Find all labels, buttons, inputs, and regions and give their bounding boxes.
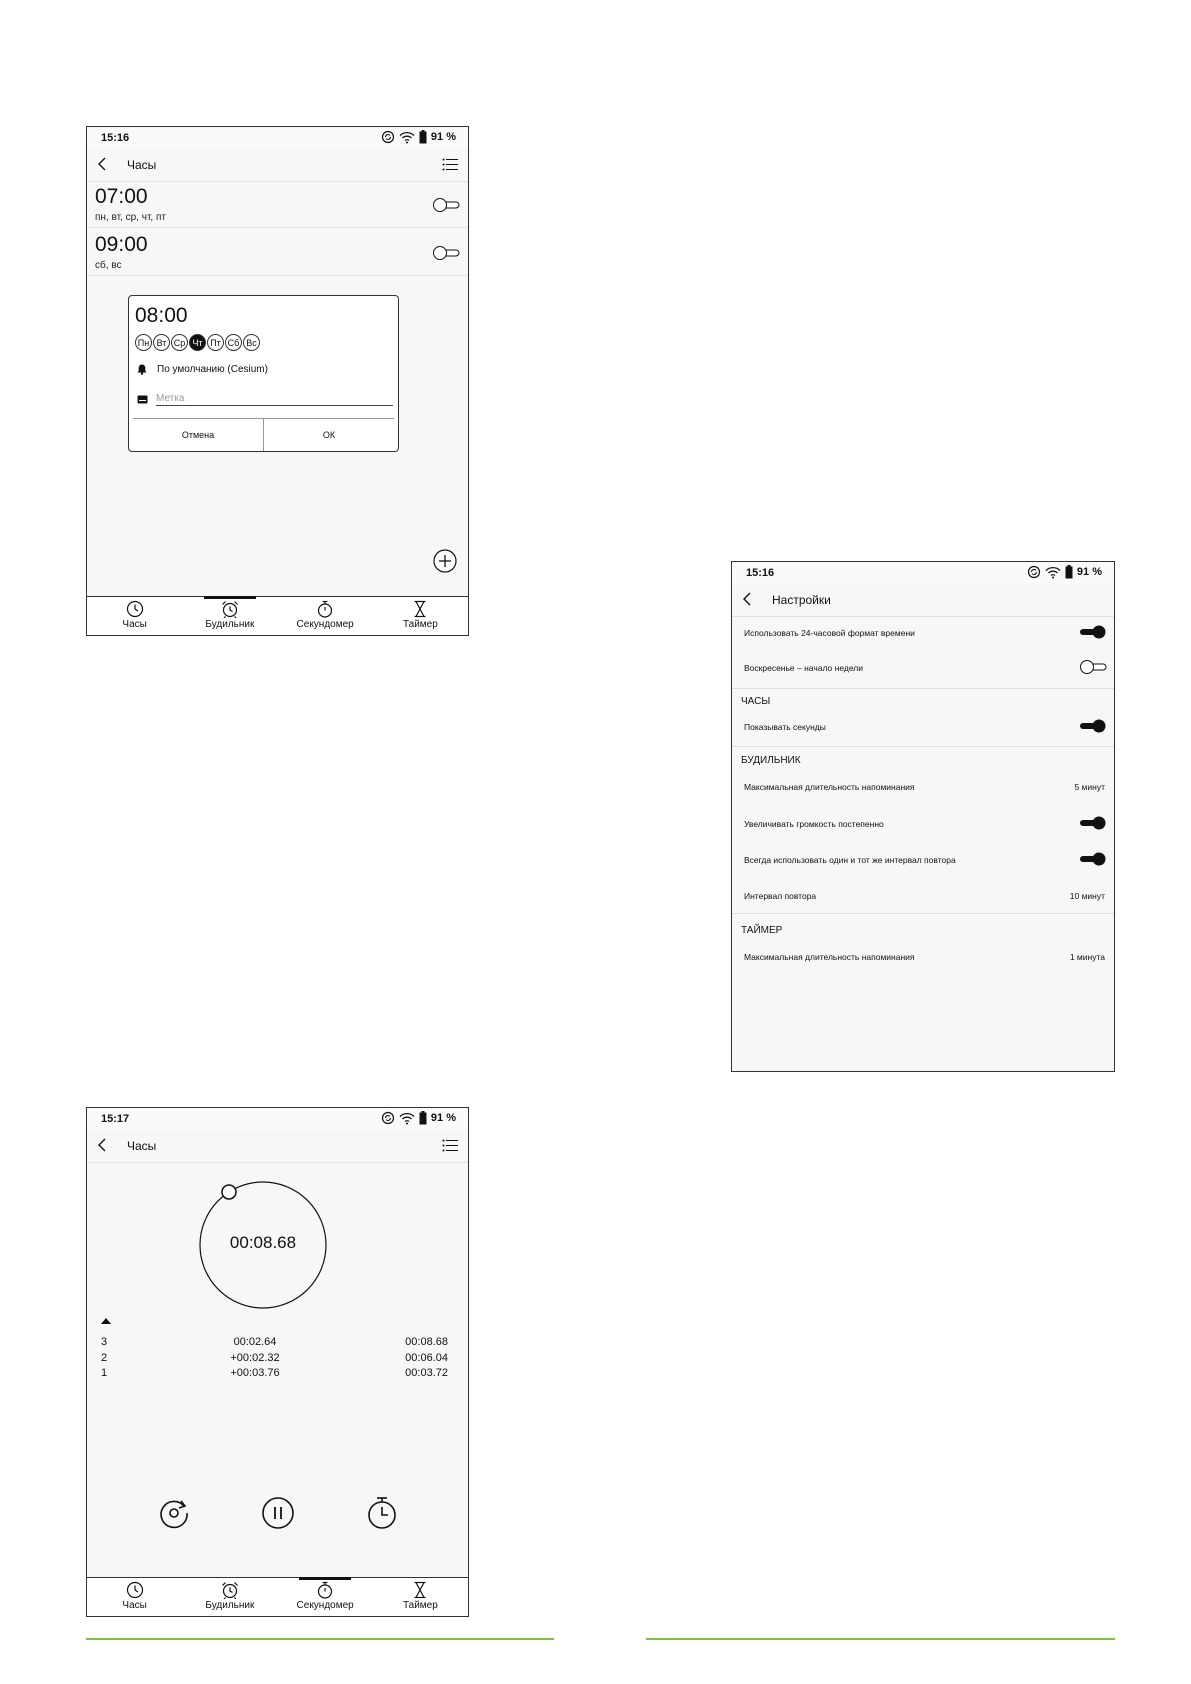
app-bar (87, 1130, 468, 1163)
nav-alarm[interactable] (182, 1578, 277, 1616)
lap-total: 00:06.04 (405, 1351, 448, 1364)
nav-label: Таймер (402, 1600, 438, 1611)
sync-icon (1027, 565, 1041, 579)
settings-screen (731, 561, 1115, 1072)
app-title: Часы (127, 158, 157, 172)
section-alarm: БУДИЛЬНИК (741, 755, 801, 766)
alarm-item[interactable] (87, 183, 468, 228)
divider (732, 688, 1114, 689)
list-menu-icon[interactable] (442, 158, 458, 171)
setting-alarm-max-duration[interactable] (732, 782, 1114, 802)
nav-label: Часы (122, 1600, 147, 1611)
nav-stopwatch[interactable] (278, 1578, 373, 1616)
lap-time: +00:03.76 (230, 1367, 280, 1379)
day-sat[interactable]: Сб (225, 334, 242, 351)
nav-clock[interactable] (87, 1578, 182, 1616)
day-thu-selected[interactable]: Чт (189, 334, 206, 351)
battery-percent: 91 % (430, 131, 456, 143)
toggle-on[interactable] (1079, 815, 1107, 831)
sort-up-icon[interactable] (101, 1318, 111, 1324)
wifi-icon (1045, 566, 1061, 579)
status-bar (87, 127, 468, 150)
nav-label: Часы (122, 619, 147, 630)
setting-show-seconds[interactable] (732, 722, 1114, 742)
stopwatch-icon (316, 1581, 334, 1599)
setting-label: Интервал повтора (744, 891, 817, 901)
lap-number: 3 (101, 1336, 108, 1348)
setting-24h[interactable] (732, 628, 1114, 648)
toggle-on[interactable] (1079, 718, 1107, 734)
footer-accent-line-right (646, 1638, 1115, 1640)
battery-icon (1065, 565, 1073, 579)
setting-value: 5 минут (1074, 782, 1105, 792)
add-alarm-icon[interactable] (433, 549, 457, 573)
setting-label: Воскресенье – начало недели (744, 663, 863, 673)
nav-stopwatch[interactable] (278, 597, 373, 635)
nav-label: Будильник (205, 619, 255, 630)
divider (732, 913, 1114, 914)
stopwatch-icon (316, 600, 334, 618)
pause-icon[interactable] (261, 1496, 295, 1530)
ringtone-name: По умолчанию (Cesium) (157, 364, 268, 375)
setting-label: Максимальная длительность напоминания (744, 782, 915, 792)
setting-value: 1 минута (1069, 952, 1105, 962)
day-fri[interactable]: Пт (207, 334, 224, 351)
reset-icon[interactable] (157, 1496, 191, 1530)
sync-icon (381, 130, 395, 144)
dial-progress-knob (222, 1185, 236, 1199)
alarm-item[interactable] (87, 231, 468, 276)
label-input[interactable] (156, 392, 393, 406)
battery-percent: 91 % (430, 1112, 456, 1124)
battery-percent: 91 % (1076, 566, 1102, 578)
setting-timer-max-duration[interactable] (732, 952, 1114, 972)
day-sun[interactable]: Вс (243, 334, 260, 351)
toggle-on[interactable] (1079, 851, 1107, 867)
setting-volume-gradual[interactable] (732, 819, 1114, 839)
battery-icon (419, 130, 427, 144)
section-timer: ТАЙМЕР (741, 925, 783, 936)
battery-icon (419, 1111, 427, 1125)
label-tag-icon (137, 395, 148, 404)
toggle-on[interactable] (1079, 624, 1107, 640)
clock-icon (126, 600, 144, 618)
elapsed-time: 00:08.68 (229, 1233, 297, 1252)
status-bar (732, 562, 1114, 585)
app-bar (732, 584, 1114, 617)
back-arrow-icon[interactable] (97, 1138, 107, 1152)
bottom-nav (87, 596, 468, 635)
status-time: 15:16 (101, 132, 130, 144)
bottom-nav (87, 1577, 468, 1616)
lap-stopwatch-icon[interactable] (365, 1496, 399, 1530)
alarm-edit-dialog (128, 295, 399, 452)
alarm-days: сб, вс (95, 260, 122, 271)
cancel-button[interactable]: Отмена (133, 419, 264, 451)
status-bar (87, 1108, 468, 1131)
hourglass-icon (411, 1581, 429, 1599)
alarm-toggle-off[interactable] (432, 245, 460, 261)
setting-label: Максимальная длительность напоминания (744, 952, 915, 962)
setting-value: 10 минут (1069, 891, 1105, 901)
alarm-time: 07:00 (95, 185, 148, 208)
nav-label: Секундомер (296, 619, 354, 630)
setting-label: Показывать секунды (744, 722, 826, 732)
weekday-selector (135, 334, 260, 351)
back-arrow-icon[interactable] (742, 592, 752, 606)
clock-icon (126, 1581, 144, 1599)
alarm-screen (86, 126, 469, 636)
lap-row (101, 1367, 448, 1383)
setting-label: Всегда использовать один и тот же интервал повтора (744, 855, 956, 865)
nav-timer[interactable] (373, 1578, 468, 1616)
laps-list (101, 1336, 448, 1383)
alarm-clock-icon (221, 600, 239, 618)
label-row (137, 392, 393, 406)
status-time: 15:16 (746, 567, 775, 579)
setting-snooze-interval[interactable] (732, 891, 1114, 911)
setting-sunday-first[interactable] (732, 663, 1114, 683)
nav-label: Будильник (205, 1600, 255, 1611)
list-menu-icon[interactable] (442, 1139, 458, 1152)
lap-row (101, 1352, 448, 1368)
divider (732, 746, 1114, 747)
nav-label: Секундомер (296, 1600, 354, 1611)
lap-row (101, 1336, 448, 1352)
wifi-icon (399, 131, 415, 144)
day-tue[interactable]: Вт (153, 334, 170, 351)
setting-same-snooze[interactable] (732, 855, 1114, 875)
nav-timer[interactable] (373, 597, 468, 635)
ringtone-row[interactable] (137, 364, 268, 375)
day-wed[interactable]: Ср (171, 334, 188, 351)
alarm-toggle-off[interactable] (432, 197, 460, 213)
hourglass-icon (411, 600, 429, 618)
section-clock: ЧАСЫ (741, 696, 771, 707)
toggle-off[interactable] (1079, 659, 1107, 675)
lap-total: 00:03.72 (405, 1367, 448, 1379)
status-time: 15:17 (101, 1113, 130, 1125)
lap-time: +00:02.32 (230, 1351, 280, 1364)
alarm-time: 09:00 (95, 233, 148, 256)
dialog-time[interactable]: 08:00 (135, 304, 188, 327)
app-bar (87, 149, 468, 182)
setting-label: Увеличивать громкость постепенно (744, 819, 884, 829)
app-title: Настройки (772, 593, 831, 607)
lap-number: 2 (101, 1351, 108, 1364)
day-mon[interactable]: Пн (135, 334, 152, 351)
setting-label: Использовать 24-часовой формат времени (744, 628, 915, 638)
nav-label: Таймер (402, 619, 438, 630)
ok-button[interactable]: ОК (322, 430, 336, 440)
footer-accent-line-left (86, 1638, 554, 1640)
stopwatch-screen (86, 1107, 469, 1617)
lap-total: 00:08.68 (405, 1336, 448, 1348)
sync-icon (381, 1111, 395, 1125)
alarm-days: пн, вт, ср, чт, пт (95, 212, 166, 223)
lap-number: 1 (101, 1367, 108, 1379)
bell-icon (137, 364, 147, 375)
lap-time: 00:02.64 (233, 1336, 277, 1348)
nav-clock[interactable] (87, 597, 182, 635)
nav-alarm[interactable] (182, 597, 277, 635)
wifi-icon (399, 1112, 415, 1125)
alarm-clock-icon (221, 1581, 239, 1599)
back-arrow-icon[interactable] (97, 157, 107, 171)
app-title: Часы (127, 1139, 157, 1153)
dialog-buttons (133, 418, 394, 451)
